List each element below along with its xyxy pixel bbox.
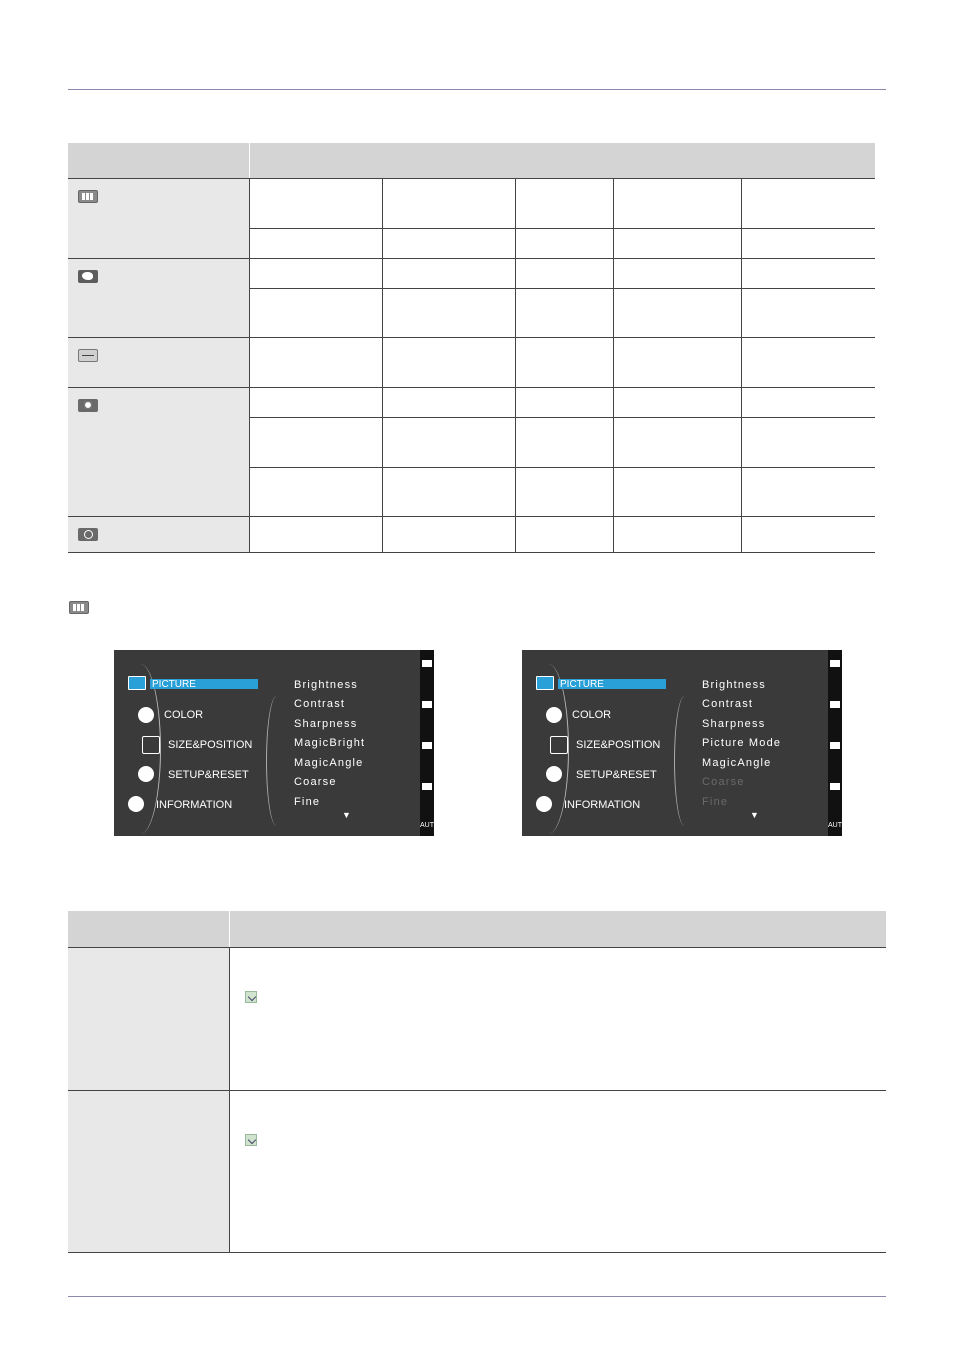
- category-information: [68, 517, 250, 553]
- osd-button-strip: [828, 650, 848, 836]
- picture-icon: [78, 190, 98, 203]
- osd-submenu-arc: [674, 696, 695, 826]
- table-cell: [516, 179, 614, 229]
- table-cell: [516, 229, 614, 259]
- table-cell: [742, 468, 876, 517]
- color-palette-icon: [546, 707, 562, 723]
- table-cell: [250, 179, 383, 229]
- osd-submenu-item[interactable]: Fine: [294, 796, 321, 808]
- header-cell-submenu: [250, 143, 876, 179]
- osd-submenu-arc: [266, 696, 287, 826]
- table-cell: [250, 338, 383, 388]
- table-cell: [250, 259, 383, 289]
- gear-icon: [546, 766, 562, 782]
- table-cell: [383, 517, 516, 553]
- osd-screenshot-right: [522, 650, 848, 836]
- note-icon: [245, 1134, 257, 1146]
- table-cell: [250, 418, 383, 468]
- size-position-icon: [550, 736, 568, 754]
- table-cell: [250, 517, 383, 553]
- description-label-cell: [68, 948, 230, 1091]
- table-cell: [742, 259, 876, 289]
- osd-submenu-item[interactable]: Contrast: [294, 698, 346, 710]
- osd-menu-color[interactable]: COLOR: [572, 709, 612, 721]
- table-cell: [614, 179, 742, 229]
- table-cell: [614, 388, 742, 418]
- table-cell: [516, 289, 614, 338]
- table-row: [68, 338, 875, 388]
- table-cell: [383, 259, 516, 289]
- up-arrow-icon[interactable]: [830, 701, 840, 708]
- info-icon: [536, 796, 552, 812]
- osd-menu-information[interactable]: INFORMATION: [564, 799, 641, 811]
- picture-icon: [128, 676, 146, 690]
- auto-button[interactable]: AUTO: [420, 822, 440, 829]
- table-cell: [742, 418, 876, 468]
- table-cell: [383, 468, 516, 517]
- table-cell: [383, 338, 516, 388]
- picture-icon: [536, 676, 554, 690]
- table-row: [68, 948, 886, 1091]
- table-cell: [250, 289, 383, 338]
- size-position-icon: [142, 736, 160, 754]
- table-cell: [383, 179, 516, 229]
- osd-menu-setup-reset[interactable]: SETUP&RESET: [168, 769, 249, 781]
- category-size-position: [68, 338, 250, 388]
- category-color: [68, 259, 250, 338]
- description-content-cell: [230, 1091, 887, 1253]
- table-cell: [742, 229, 876, 259]
- table-cell: [614, 468, 742, 517]
- osd-submenu-item[interactable]: Contrast: [702, 698, 754, 710]
- category-picture: [68, 179, 250, 259]
- up-arrow-icon[interactable]: [422, 701, 432, 708]
- table-row: [68, 1091, 886, 1253]
- table-cell: [614, 259, 742, 289]
- osd-submenu-item[interactable]: Sharpness: [294, 718, 358, 730]
- osd-submenu-item[interactable]: Brightness: [294, 679, 358, 691]
- description-table: [68, 911, 886, 1253]
- right-arrow-icon[interactable]: [830, 783, 840, 790]
- osd-submenu-item[interactable]: Sharpness: [702, 718, 766, 730]
- table-cell: [250, 229, 383, 259]
- osd-menu-picture[interactable]: PICTURE: [560, 679, 604, 690]
- header-cell-menu: [68, 911, 230, 948]
- osd-menu-setup-reset[interactable]: SETUP&RESET: [576, 769, 657, 781]
- menu-structure-table: [68, 143, 875, 553]
- information-icon: [78, 528, 98, 541]
- osd-submenu-item-disabled: Fine: [702, 796, 729, 808]
- right-arrow-icon[interactable]: [422, 783, 432, 790]
- table-cell: [383, 289, 516, 338]
- footer-rule: [68, 1296, 886, 1297]
- table-header-row: [68, 911, 886, 948]
- description-label-cell: [68, 1091, 230, 1253]
- osd-submenu-item-disabled: Coarse: [702, 776, 745, 788]
- down-arrow-icon[interactable]: [422, 742, 432, 749]
- color-icon: [78, 270, 98, 283]
- osd-submenu-item[interactable]: MagicAngle: [702, 757, 772, 769]
- table-cell: [614, 289, 742, 338]
- auto-button[interactable]: AUTO: [828, 822, 848, 829]
- header-cell-menu: [68, 143, 250, 179]
- table-cell: [516, 338, 614, 388]
- table-cell: [742, 517, 876, 553]
- table-header-row: [68, 143, 875, 179]
- table-cell: [614, 418, 742, 468]
- down-arrow-icon[interactable]: [830, 742, 840, 749]
- category-setup-reset: [68, 388, 250, 517]
- gear-icon: [138, 766, 154, 782]
- osd-button-strip: [420, 650, 440, 836]
- table-cell: [516, 388, 614, 418]
- table-cell: [614, 338, 742, 388]
- table-cell: [250, 388, 383, 418]
- more-down-arrow[interactable]: ▼: [342, 810, 351, 820]
- table-row: [68, 388, 875, 418]
- osd-menu-size-position[interactable]: SIZE&POSITION: [168, 739, 253, 751]
- header-cell-description: [230, 911, 887, 948]
- osd-menu-color[interactable]: COLOR: [164, 709, 204, 721]
- close-icon[interactable]: [830, 660, 840, 667]
- osd-submenu-item[interactable]: MagicAngle: [294, 757, 364, 769]
- table-cell: [383, 388, 516, 418]
- table-cell: [742, 179, 876, 229]
- picture-section-icon: [69, 601, 89, 614]
- table-row: [68, 517, 875, 553]
- osd-submenu-item[interactable]: Brightness: [702, 679, 766, 691]
- table-cell: [383, 229, 516, 259]
- table-cell: [516, 259, 614, 289]
- table-cell: [742, 388, 876, 418]
- table-cell: [250, 468, 383, 517]
- table-cell: [742, 338, 876, 388]
- table-row: [68, 259, 875, 289]
- color-palette-icon: [138, 707, 154, 723]
- osd-screenshot-left: [114, 650, 440, 836]
- osd-submenu-item[interactable]: Picture Mode: [702, 737, 782, 749]
- osd-menu-information[interactable]: INFORMATION: [156, 799, 233, 811]
- note-icon: [245, 991, 257, 1003]
- table-cell: [516, 418, 614, 468]
- more-down-arrow[interactable]: ▼: [750, 810, 759, 820]
- info-icon: [128, 796, 144, 812]
- table-cell: [614, 229, 742, 259]
- table-row: [68, 179, 875, 229]
- osd-submenu-item[interactable]: Coarse: [294, 776, 337, 788]
- size-position-icon: [78, 349, 98, 362]
- header-rule: [68, 89, 886, 90]
- table-cell: [516, 517, 614, 553]
- osd-menu-size-position[interactable]: SIZE&POSITION: [576, 739, 661, 751]
- osd-submenu-item[interactable]: MagicBright: [294, 737, 366, 749]
- table-cell: [614, 517, 742, 553]
- osd-menu-picture[interactable]: PICTURE: [152, 679, 196, 690]
- close-icon[interactable]: [422, 660, 432, 667]
- description-content-cell: [230, 948, 887, 1091]
- table-cell: [742, 289, 876, 338]
- table-cell: [383, 418, 516, 468]
- setup-reset-icon: [78, 399, 98, 412]
- table-cell: [516, 468, 614, 517]
